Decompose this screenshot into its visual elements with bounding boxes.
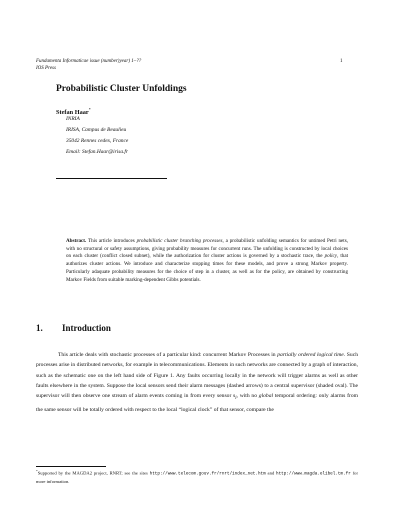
body-text: This article deals with stochastic processes of a particular kind: concurrent Markov Processes in — [58, 352, 278, 358]
author-footnote-marker: * — [88, 107, 91, 112]
intro-paragraph — [36, 350, 358, 415]
abstract-label: Abstract. — [66, 238, 87, 244]
paper-title: Probabilistic Cluster Unfoldings — [56, 84, 187, 94]
publisher-line: IOS Press — [36, 66, 56, 71]
body-emphasis: global — [258, 393, 274, 400]
section-title: Introduction — [62, 323, 111, 333]
section-number: 1. — [36, 323, 43, 333]
intro-body — [36, 350, 358, 415]
abstract — [66, 238, 348, 284]
header-rule — [56, 178, 167, 179]
footnote-text: and — [265, 470, 277, 476]
page-number: 1 — [340, 59, 343, 64]
abstract-text: , that authorizes cluster actions. We introduce and characterize stopping times for these models, and prove a strong Markov property. Particularly adaquate probability measures for the choice of step in a cluster, as well as for the policy, are obtained by constructing Markov Fields from suitable marking-dependent Gibbs potentials. — [66, 253, 349, 283]
body-text: , with no — [236, 393, 259, 400]
author-name-text: Stefan Haar — [56, 109, 89, 117]
footnote — [36, 468, 358, 485]
affiliation-line: INRIA — [66, 116, 80, 122]
footnote-url: http://www.magda.elibel.tm.fr — [276, 471, 351, 477]
footnote-url: http://www.telecom.gouv.fr/rnrt/index_net.htm — [149, 471, 266, 477]
affiliation-line: IRISA, Campus de Beaulieu — [66, 127, 127, 133]
body-text: temporal ordering: only alarms from the same sensor will be totally ordered with respect to the local “logical clock” of that sensor, compare the — [36, 393, 358, 413]
footnote-rule — [36, 466, 106, 467]
abstract-emphasis: probabilistic cluster branching processes — [136, 238, 223, 244]
body-emphasis: partially ordered logical time — [277, 352, 344, 358]
journal-header: Fundamenta Informaticae issue (number)year) 1–?? — [36, 59, 142, 64]
body-text: . Such processes arise in distributed networks, for example in telecommunications. Elements in such networks are connected by a graph of interaction, such as the schematic one on the left hand side of Figure 1. Any faults occurring locally in the network will trigger alarms as well as other faults elsewhere in the system. Suppose the local sensors send their alarm messages (dashed arrows) to a central supervisor (shaded oval). The supervisor will then observe one stream of alarm events coming in from every sensor s — [36, 352, 358, 400]
abstract-text: , a probabilistic unfolding semantics for untimed Petri nets, with no structural or safety assumptions, giving probability measures for concurrent runs. The unfolding is constructed by local choices on each cluster (conflict closed subnet), while the authorization for cluster actions is governed by a stochastic trace, the — [66, 238, 348, 260]
sensor-index: i — [235, 396, 237, 402]
affiliation-line: 35042 Rennes cedex, France — [66, 138, 129, 144]
footnote-text: Supported by the MAGDA2 project, RNRT; see the sites — [37, 470, 150, 476]
abstract-text: This article introduces — [86, 238, 137, 244]
abstract-emphasis: policy — [324, 253, 338, 260]
footnote-text: for more information. — [36, 470, 358, 484]
author-email: Email: Stefan.Haar@irisa.fr — [66, 149, 129, 155]
footnote-marker: * — [36, 469, 38, 473]
section-heading — [36, 323, 111, 334]
